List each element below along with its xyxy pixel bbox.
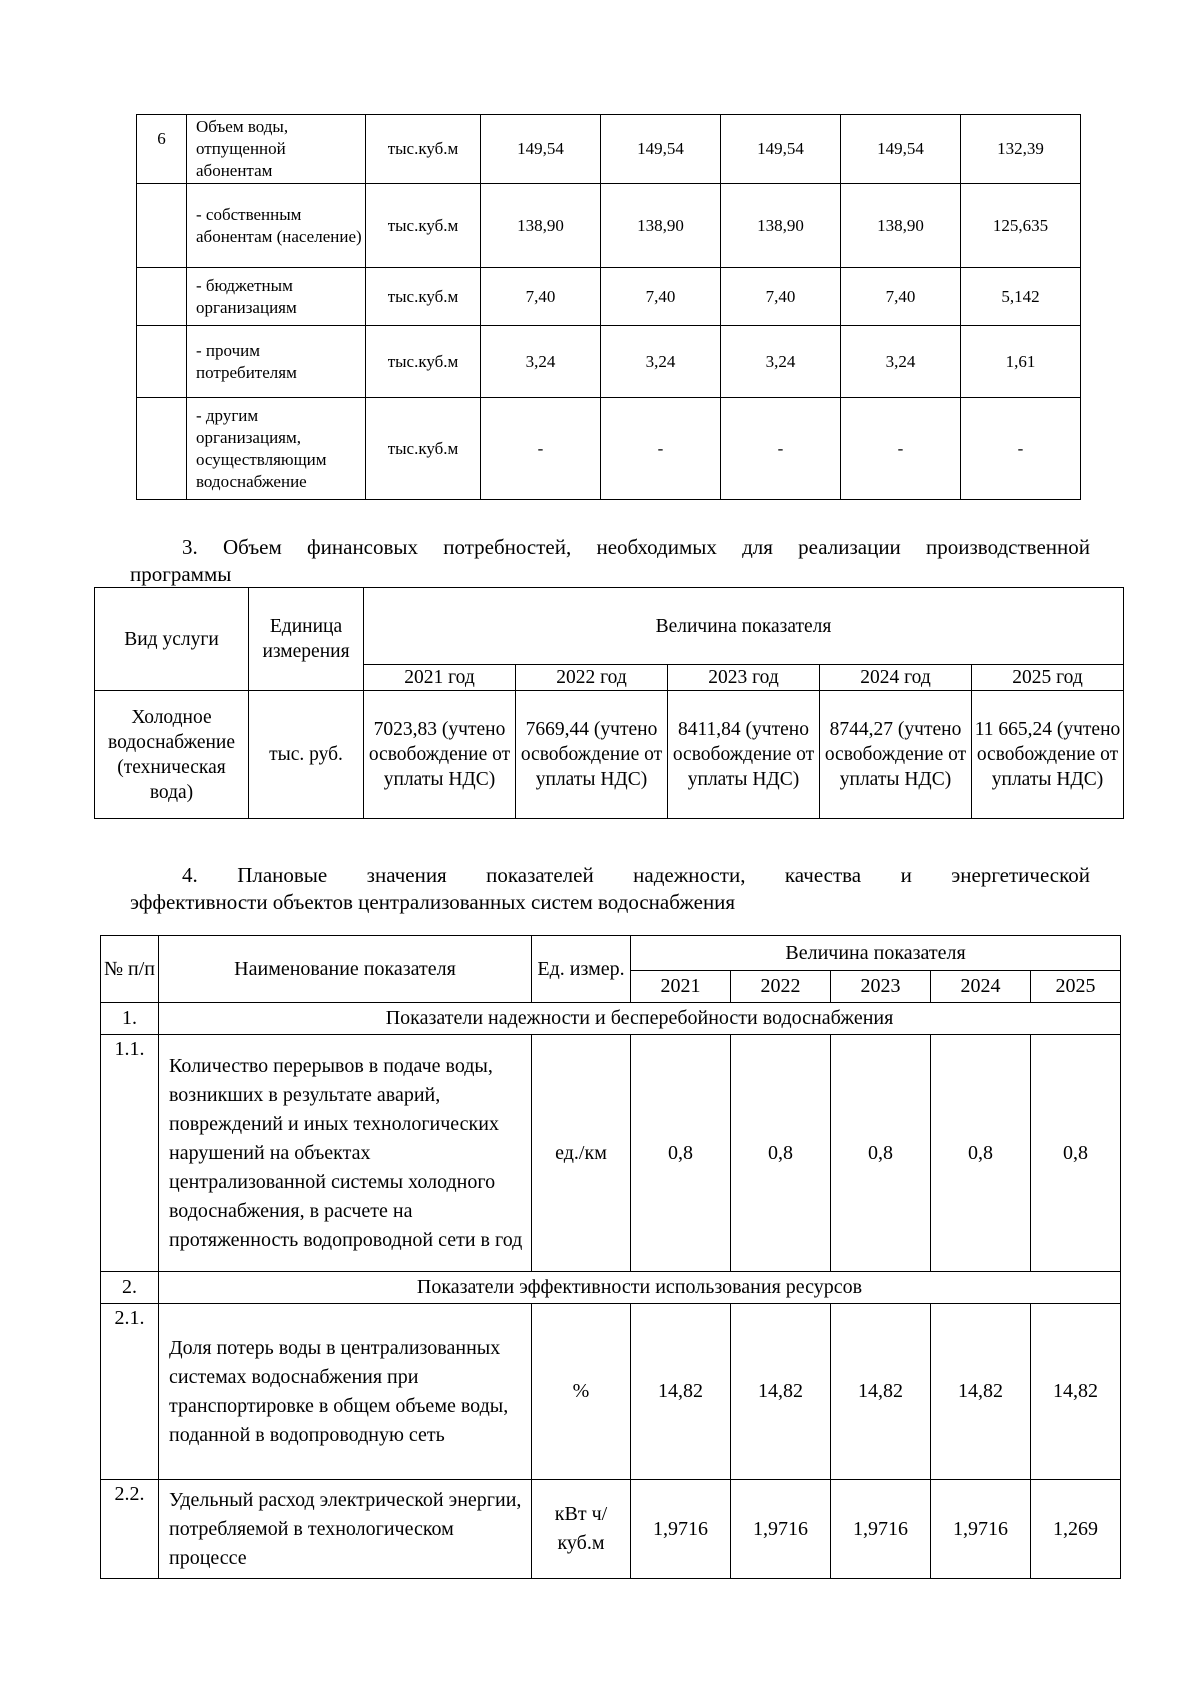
value-cell: 3,24 [841, 326, 961, 398]
row-name: Количество перерывов в подаче воды, возникших в результате аварий, повреждений и иных технологических нарушений на объектах централизованной системы холодного водоснабжения, в расчете на протяженность водопроводной сети в год [159, 1035, 532, 1272]
value-cell: 1,269 [1031, 1480, 1121, 1579]
heading-line: 4. Плановые значения показателей надежности, качества и энергетической [182, 863, 1090, 887]
header-value: Величина показателя [364, 588, 1124, 665]
value-cell: 7023,83 (учтено освобождение от уплаты НДС) [364, 691, 516, 819]
table-row [101, 1035, 1121, 1272]
value-cell: 7,40 [481, 268, 601, 326]
heading-line: 3. Объем финансовых потребностей, необходимых для реализации производственной [182, 535, 1090, 559]
row-name: - бюджетным организациям [187, 268, 366, 326]
row-number [137, 268, 187, 326]
section-number: 1. [101, 1003, 159, 1035]
value-cell: 7,40 [601, 268, 721, 326]
year-header: 2025 [1031, 971, 1121, 1003]
table-row [137, 184, 1081, 268]
table-row [137, 268, 1081, 326]
value-cell: 7,40 [721, 268, 841, 326]
value-cell: 1,9716 [831, 1480, 931, 1579]
table-row [137, 115, 1081, 184]
value-cell: 14,82 [831, 1304, 931, 1480]
header-value: Величина показателя [631, 936, 1121, 971]
header-unit: Единица измерения [249, 588, 364, 691]
row-unit: тыс.куб.м [366, 115, 481, 184]
water-volume-table [136, 114, 1081, 500]
row-name: Доля потерь воды в централизованных системах водоснабжения при транспортировке в общем объеме воды, поданной в водопроводную сеть [159, 1304, 532, 1480]
section-row [101, 1272, 1121, 1304]
value-cell: 3,24 [721, 326, 841, 398]
value-cell: 5,142 [961, 268, 1081, 326]
row-name: - собственным абонентам (население) [187, 184, 366, 268]
table-header-row [95, 588, 1124, 665]
value-cell: 14,82 [731, 1304, 831, 1480]
value-cell: 0,8 [831, 1035, 931, 1272]
heading-line: программы [130, 562, 232, 586]
row-unit: кВт ч/куб.м [532, 1480, 631, 1579]
row-unit: тыс.куб.м [366, 326, 481, 398]
row-name: - другим организациям, осуществляющим водоснабжение [187, 398, 366, 500]
section-row [101, 1003, 1121, 1035]
year-header: 2022 [731, 971, 831, 1003]
value-cell: 138,90 [601, 184, 721, 268]
value-cell: - [481, 398, 601, 500]
row-number: 6 [137, 115, 187, 184]
row-name: Объем воды, отпущенной абонентам [187, 115, 366, 184]
value-cell: 8411,84 (учтено освобождение от уплаты НДС) [668, 691, 820, 819]
value-cell: 7669,44 (учтено освобождение от уплаты НДС) [516, 691, 668, 819]
value-cell: 1,9716 [931, 1480, 1031, 1579]
value-cell: - [721, 398, 841, 500]
value-cell: 138,90 [481, 184, 601, 268]
row-number [137, 184, 187, 268]
value-cell: 132,39 [961, 115, 1081, 184]
year-header: 2021 [631, 971, 731, 1003]
year-header: 2025 год [972, 665, 1124, 691]
value-cell: 149,54 [721, 115, 841, 184]
row-unit: тыс.куб.м [366, 268, 481, 326]
section-number: 2. [101, 1272, 159, 1304]
value-cell: 1,9716 [631, 1480, 731, 1579]
value-cell: 3,24 [601, 326, 721, 398]
financial-needs-table [94, 587, 1124, 819]
table-row [101, 1480, 1121, 1579]
header-number: № п/п [101, 936, 159, 1003]
indicators-table [100, 935, 1121, 1579]
value-cell: 11 665,24 (учтено освобождение от уплаты НДС) [972, 691, 1124, 819]
year-header: 2023 год [668, 665, 820, 691]
row-unit: тыс.куб.м [366, 184, 481, 268]
value-cell: 125,635 [961, 184, 1081, 268]
value-cell: 8744,27 (учтено освобождение от уплаты НДС) [820, 691, 972, 819]
value-cell: - [601, 398, 721, 500]
value-cell: 0,8 [631, 1035, 731, 1272]
section-title: Показатели надежности и бесперебойности водоснабжения [159, 1003, 1121, 1035]
row-name: - прочим потребителям [187, 326, 366, 398]
table-row [101, 1304, 1121, 1480]
row-unit: тыс.куб.м [366, 398, 481, 500]
row-unit: ед./км [532, 1035, 631, 1272]
table-row [95, 691, 1124, 819]
year-header: 2024 год [820, 665, 972, 691]
section-title: Показатели эффективности использования ресурсов [159, 1272, 1121, 1304]
year-header: 2022 год [516, 665, 668, 691]
value-cell: 14,82 [1031, 1304, 1121, 1480]
year-header: 2021 год [364, 665, 516, 691]
heading-line: эффективности объектов централизованных систем водоснабжения [130, 890, 736, 914]
value-cell: 149,54 [481, 115, 601, 184]
value-cell: - [841, 398, 961, 500]
service-name: Холодное водоснабжение (техническая вода) [95, 691, 249, 819]
value-cell: 0,8 [1031, 1035, 1121, 1272]
row-number: 1.1. [101, 1035, 159, 1272]
value-cell: 149,54 [841, 115, 961, 184]
header-unit: Ед. измер. [532, 936, 631, 1003]
section-4-heading [130, 862, 1090, 916]
table-header-row [101, 936, 1121, 971]
value-cell: 1,9716 [731, 1480, 831, 1579]
header-name: Наименование показателя [159, 936, 532, 1003]
value-cell: 14,82 [631, 1304, 731, 1480]
value-cell: - [961, 398, 1081, 500]
table-row [137, 326, 1081, 398]
value-cell: 138,90 [841, 184, 961, 268]
value-cell: 7,40 [841, 268, 961, 326]
year-header: 2023 [831, 971, 931, 1003]
value-cell: 0,8 [931, 1035, 1031, 1272]
value-cell: 149,54 [601, 115, 721, 184]
row-number: 2.2. [101, 1480, 159, 1579]
section-3-heading [130, 534, 1090, 588]
header-service: Вид услуги [95, 588, 249, 691]
table-row [137, 398, 1081, 500]
row-number [137, 398, 187, 500]
year-header: 2024 [931, 971, 1031, 1003]
row-number: 2.1. [101, 1304, 159, 1480]
value-cell: 0,8 [731, 1035, 831, 1272]
value-cell: 14,82 [931, 1304, 1031, 1480]
row-name: Удельный расход электрической энергии, потребляемой в технологическом процессе [159, 1480, 532, 1579]
service-unit: тыс. руб. [249, 691, 364, 819]
row-unit: % [532, 1304, 631, 1480]
row-number [137, 326, 187, 398]
value-cell: 3,24 [481, 326, 601, 398]
value-cell: 138,90 [721, 184, 841, 268]
value-cell: 1,61 [961, 326, 1081, 398]
